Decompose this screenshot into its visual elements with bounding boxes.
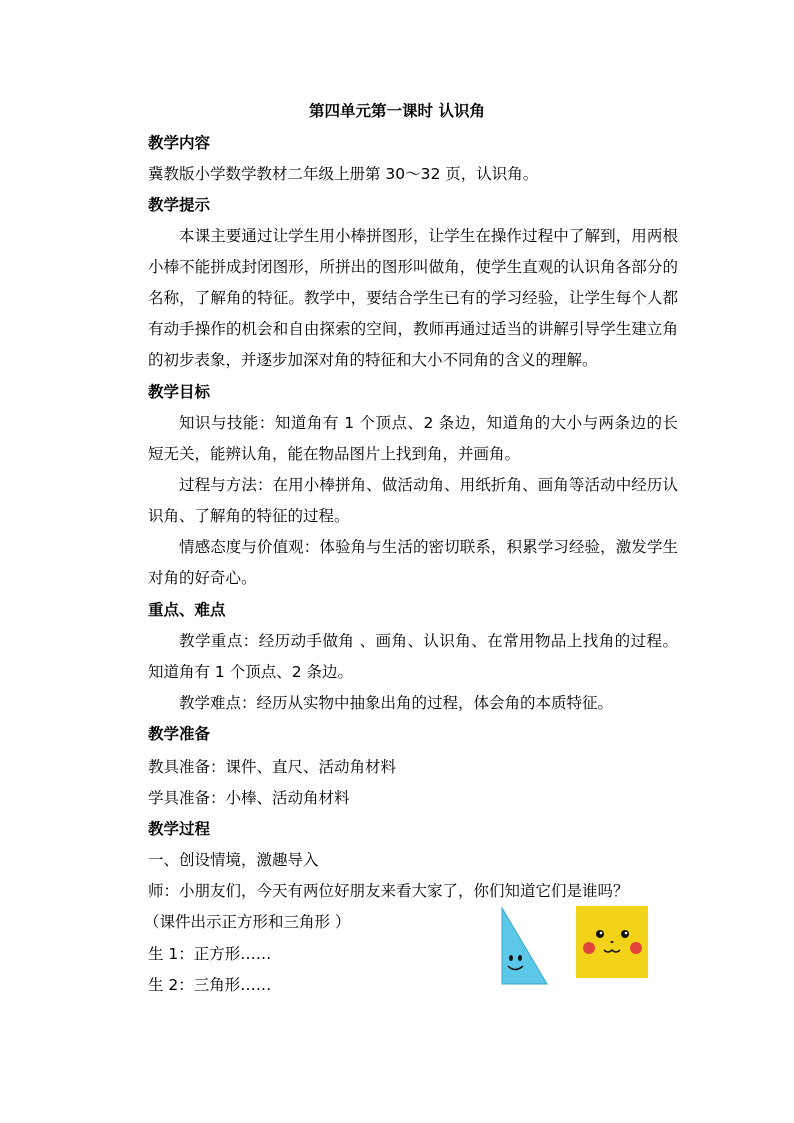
goals-knowledge: 知识与技能：知道角有 1 个顶点、2 条边，知道角的大小与两条边的长短无关，能辨认角，能在物品图片上找到角，并画角。: [148, 414, 678, 463]
keypoint-focus: 教学重点：经历动手做角 、画角、认识角、在常用物品上找角的过程。知道角有 1 个顶点、2 条边。: [148, 632, 678, 681]
heading-prep: 教学准备: [148, 725, 211, 743]
heading-process: 教学过程: [148, 820, 211, 838]
square-character-image: [576, 906, 648, 978]
prep-teacher: 教具准备：课件、直尺、活动角材料: [148, 758, 397, 776]
process-slide-note: （课件出示正方形和三角形 ）: [144, 913, 351, 931]
process-teacher-question: 师：小朋友们，今天有两位好朋友来看大家了，你们知道它们是谁吗？: [148, 882, 629, 900]
goals-attitude: 情感态度与价值观：体验角与生活的密切联系，积累学习经验，激发学生对角的好奇心。: [148, 538, 678, 587]
heading-hint: 教学提示: [148, 196, 211, 214]
process-step-1: 一、创设情境，激趣导入: [148, 851, 319, 869]
heading-goals: 教学目标: [148, 383, 211, 401]
prep-student: 学具准备：小棒、活动角材料: [148, 789, 350, 807]
process-student-1: 生 1：正方形……: [148, 945, 272, 963]
page-title: 第四单元第一课时 认识角: [309, 102, 485, 120]
heading-keypoints: 重点、难点: [148, 601, 226, 619]
content-text: 冀教版小学数学教材二年级上册第 30～32 页，认识角。: [148, 165, 539, 183]
keypoint-difficulty: 教学难点：经历从实物中抽象出角的过程，体会角的本质特征。: [179, 694, 614, 712]
heading-content: 教学内容: [148, 134, 211, 152]
process-student-2: 生 2：三角形……: [148, 976, 272, 994]
triangle-character-image: [492, 906, 550, 990]
hint-paragraph: 本课主要通过让学生用小棒拼图形，让学生在操作过程中了解到，用两根小棒不能拼成封闭图形，所拼出的图形叫做角，使学生直观的认识角各部分的名称，了解角的特征。教学中，要结合学生已有的学习经验，让学生每个人都有动手操作的机会和自由探索的空间，教师再通过适当的讲解引导学生建立角的初步表象，并逐步加深对角的特征和大小不同角的含义的理解。: [148, 227, 678, 369]
goals-process: 过程与方法：在用小棒拼角、做活动角、用纸折角、画角等活动中经历认识角、了解角的特征的过程。: [148, 476, 678, 525]
